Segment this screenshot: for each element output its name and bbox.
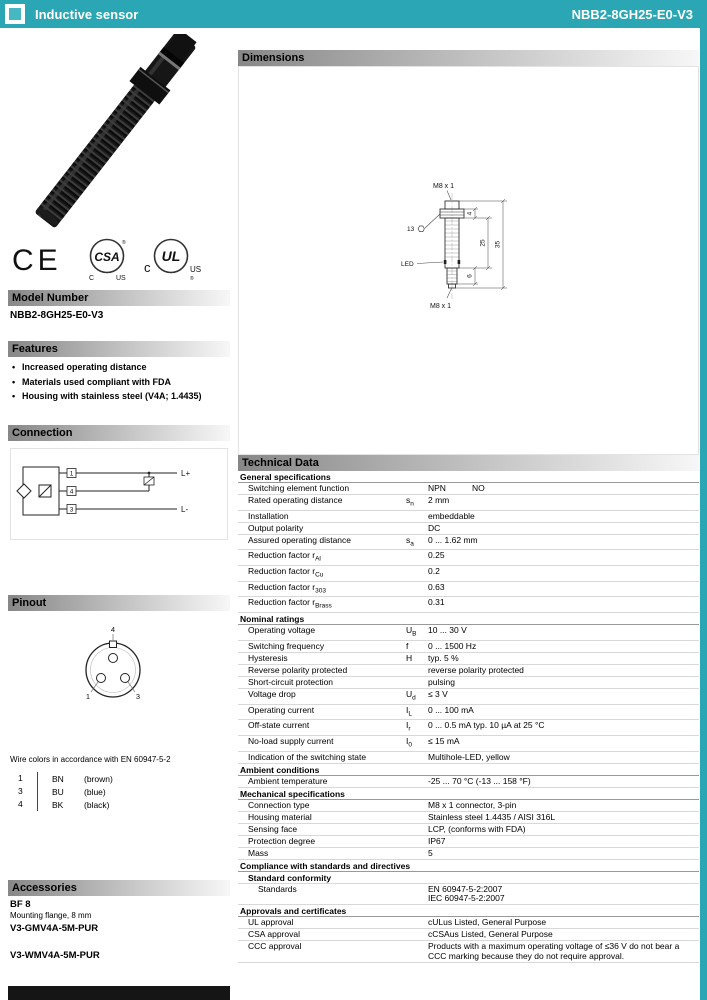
svg-text:®: ® — [122, 240, 126, 246]
accessory-description: Mounting flange, 8 mm — [10, 911, 92, 920]
tech-row-label: Sensing face — [248, 823, 298, 834]
ul-mark — [144, 240, 201, 283]
pinout-diagram — [38, 620, 188, 715]
svg-text:CSA: CSA — [94, 250, 120, 264]
tech-row-symbol: $U_d$ — [406, 688, 416, 702]
tech-row-value: Stainless steel 1.4435 / AISI 316L — [428, 811, 556, 822]
tech-row-symbol — [406, 524, 428, 534]
tech-row-label: Reverse polarity protected — [248, 664, 348, 675]
tech-row — [238, 812, 699, 824]
feature-item: • Housing with stainless steel (V4A; 1.4435) — [12, 391, 226, 402]
tech-row-symbol: $I_0$ — [406, 735, 412, 749]
connection-diagram — [10, 448, 228, 540]
dimension-drawing-svg — [397, 177, 567, 322]
tech-row-label: Short-circuit protection — [248, 676, 334, 687]
ce-mark: CE — [12, 244, 62, 277]
tech-row-label: No-load supply current — [248, 735, 334, 746]
tech-row-label: Standards — [258, 883, 297, 894]
tech-row-label: Off-state current — [248, 720, 310, 731]
tech-row-label: Ambient temperature — [248, 775, 328, 786]
tech-section-header: Compliance with standards and directives — [238, 860, 699, 872]
feature-item: • Materials used compliant with FDA — [12, 377, 226, 388]
tech-row-symbol — [406, 849, 428, 859]
dim-25-label: 25 — [479, 239, 487, 247]
tech-row-value: 0.31 — [428, 597, 445, 608]
pinout-diagram-svg — [38, 620, 188, 715]
tech-row — [238, 917, 699, 929]
tech-row-value: ≤ 15 mA — [428, 735, 460, 746]
tech-row-value: 5 — [428, 847, 433, 858]
dim-35-label: 35 — [494, 240, 502, 249]
tech-row-value: EN 60947-5-2:2007 IEC 60947-5-2:2007 — [428, 883, 505, 904]
tech-row-label: Operating voltage — [248, 625, 316, 636]
tech-row-label: Housing material — [248, 811, 312, 822]
tech-row-label: Reduction factor $r_{Al}$ — [248, 550, 321, 564]
svg-text:C: C — [89, 275, 95, 282]
connection-pin-3: 3 — [69, 506, 74, 514]
dimensions-section-title: Dimensions — [238, 50, 699, 66]
tech-row-value: 10 ... 30 V — [428, 625, 467, 636]
tech-row-value: Multihole-LED, yellow — [428, 751, 510, 762]
tech-row-value: 0 ... 0.5 mA typ. 10 µA at 25 °C — [428, 720, 545, 731]
tech-row-value: 0.63 — [428, 581, 445, 592]
tech-row — [238, 929, 699, 941]
wire-color-row: 4 BK (black) — [12, 798, 217, 811]
tech-section-header: Nominal ratings — [238, 613, 699, 625]
keyway-notch — [110, 641, 117, 648]
dim-4-label: 4 — [466, 211, 474, 216]
header-model-number: NBB2-8GH25-E0-V3 — [571, 6, 693, 22]
tech-row — [238, 653, 699, 665]
tech-row-value: -25 ... 70 °C (-13 ... 158 °F) — [428, 775, 531, 786]
tech-row-label: Indication of the switching state — [248, 751, 367, 762]
l-minus-label: L- — [181, 505, 189, 514]
left-column — [8, 28, 230, 1000]
tech-subsection-header: Standard conformity — [238, 872, 699, 884]
tech-row-value: 2 mm — [428, 495, 450, 505]
tech-row-label: Reduction factor $r_{303}$ — [248, 581, 326, 595]
wire-color-row: 3 BU (blue) — [12, 785, 217, 798]
features-section-title: Features — [8, 341, 230, 357]
tech-row-label: CSA approval — [248, 929, 300, 940]
connection-section-title: Connection — [8, 425, 230, 441]
tech-row — [238, 511, 699, 523]
accessory-name: V3-WMV4A-5M-PUR — [10, 950, 100, 961]
tech-row-symbol: f — [406, 640, 409, 651]
accessory-photo-cropped — [8, 986, 230, 1000]
tech-row-value: 0.2 — [428, 566, 440, 577]
tech-row-symbol — [406, 801, 428, 811]
tech-row — [238, 582, 699, 598]
tech-row — [238, 720, 699, 736]
tech-row-label: Installation — [248, 510, 289, 521]
wire-colors-table — [12, 772, 217, 811]
tech-row-symbol — [406, 551, 428, 564]
tech-row-label: CCC approval — [248, 941, 302, 952]
l-plus-label: L+ — [181, 469, 191, 478]
pinout-section-title: Pinout — [8, 595, 230, 611]
tech-row — [238, 824, 699, 836]
tech-row — [238, 752, 699, 764]
tech-row-label: Voltage drop — [248, 688, 296, 699]
dim-13-label: 13 — [407, 226, 415, 233]
tech-section-header: Approvals and certificates — [238, 905, 699, 917]
tech-row-value: NPN NO — [428, 483, 485, 493]
tech-row — [238, 884, 699, 906]
tech-row-symbol — [406, 512, 428, 522]
tech-row-symbol: $U_B$ — [406, 625, 417, 638]
tech-row-value: LCP, (conforms with FDA) — [428, 823, 526, 834]
technical-data-section-title: Technical Data — [238, 455, 699, 471]
csa-mark — [89, 239, 126, 282]
accent-right-strip — [700, 0, 707, 1000]
tech-row — [238, 689, 699, 705]
tech-row-symbol — [406, 930, 428, 940]
connection-pin-4: 4 — [69, 488, 74, 496]
tech-row-label: Connection type — [248, 799, 310, 810]
tech-row-label: Mass — [248, 847, 269, 858]
tech-row-symbol — [406, 598, 428, 611]
svg-text:US: US — [116, 275, 126, 282]
tech-row — [238, 836, 699, 848]
tech-row — [238, 776, 699, 788]
tech-row-value: 0 ... 100 mA — [428, 704, 474, 715]
tech-row — [238, 566, 699, 582]
tech-row-symbol — [406, 753, 428, 763]
tech-row-symbol: H — [406, 652, 413, 663]
tech-row — [238, 483, 699, 495]
svg-text:®: ® — [190, 276, 194, 282]
tech-row-symbol — [406, 942, 428, 961]
tech-row-value: ≤ 3 V — [428, 688, 448, 699]
tech-section-header: General specifications — [238, 471, 699, 483]
tech-row — [238, 495, 699, 511]
tech-row — [238, 523, 699, 535]
accessories-list — [10, 899, 224, 964]
feature-item: • Increased operating distance — [12, 362, 226, 373]
tech-row — [238, 736, 699, 752]
tech-row-symbol — [406, 678, 428, 688]
tech-row-label: Output polarity — [248, 522, 304, 533]
tech-row — [238, 665, 699, 677]
tech-section-header: Ambient conditions — [238, 764, 699, 776]
tech-row-label: Reduction factor $r_{Brass}$ — [248, 597, 332, 611]
dim-thread-top-label: M8 x 1 — [433, 183, 455, 190]
tech-row-symbol — [406, 666, 428, 676]
tech-row-label: Protection degree — [248, 835, 316, 846]
product-photo-svg — [8, 34, 218, 232]
tech-row-label: Switching element function — [248, 483, 350, 493]
tech-row-symbol: $I_r$ — [406, 720, 411, 733]
tech-row-symbol — [406, 484, 428, 494]
tech-row-value: embeddable — [428, 510, 475, 521]
tech-row — [238, 705, 699, 721]
tech-row — [238, 535, 699, 551]
model-number-section-title: Model Number — [8, 290, 230, 306]
tech-row — [238, 941, 699, 963]
connection-pin-1: 1 — [69, 470, 74, 478]
led-hole-right — [458, 260, 461, 264]
features-list — [12, 362, 226, 406]
tech-row-symbol — [406, 825, 428, 835]
tech-row-symbol — [406, 813, 428, 823]
tech-row-value: 0 ... 1.62 mm — [428, 534, 478, 545]
svg-text:c: c — [144, 260, 151, 275]
wire-color-row: 1 BN (brown) — [12, 772, 217, 785]
tech-row-value: typ. 5 % — [428, 652, 459, 663]
tech-row-symbol — [406, 567, 428, 580]
svg-text:US: US — [190, 265, 202, 274]
brand-logo-icon — [5, 4, 25, 24]
connection-diagram-svg — [13, 451, 227, 537]
tech-row-symbol — [406, 918, 428, 928]
technical-data-table — [238, 471, 699, 963]
accessory-name: V3-GMV4A-5M-PUR — [10, 923, 99, 934]
tech-row-label: UL approval — [248, 917, 294, 928]
dim-thread-bottom-label: M8 x 1 — [430, 303, 452, 310]
tech-row-label: Assured operating distance — [248, 534, 352, 545]
dim-led-label: LED — [401, 261, 414, 268]
product-photo — [8, 34, 218, 232]
tech-row-symbol — [406, 837, 428, 847]
top-header-bar — [0, 0, 707, 28]
tech-row — [238, 677, 699, 689]
pinout-pin-1-label: 1 — [85, 692, 91, 701]
tech-row-symbol — [406, 583, 428, 596]
accessory-item — [10, 923, 224, 934]
pinout-pin-4-label: 4 — [110, 625, 116, 634]
pinout-pin-3-label: 3 — [135, 692, 141, 701]
tech-row-value: M8 x 1 connector, 3-pin — [428, 799, 517, 810]
tech-row-value: cULus Listed, General Purpose — [428, 917, 547, 928]
product-type-title: Inductive sensor — [35, 6, 139, 22]
tech-row-value: 0 ... 1500 Hz — [428, 640, 477, 651]
tech-row-value-2: NO — [471, 483, 485, 493]
tech-row-label: Reduction factor $r_{Cu}$ — [248, 566, 324, 579]
tech-row-label: Operating current — [248, 704, 315, 715]
tech-row-label: Hysteresis — [248, 652, 288, 663]
tech-row-value: pulsing — [428, 676, 455, 687]
svg-text:UL: UL — [161, 248, 181, 264]
tech-row — [238, 800, 699, 812]
led-hole-left — [444, 260, 447, 264]
accessories-section-title: Accessories — [8, 880, 230, 896]
accessory-item — [10, 950, 224, 961]
tech-row — [238, 641, 699, 653]
dim-6-label: 6 — [466, 274, 474, 278]
tech-row-label: Rated operating distance — [248, 495, 343, 505]
tech-row-symbol — [406, 777, 428, 787]
tech-row-value: reverse polarity protected — [428, 664, 524, 675]
tech-row-value: IP67 — [428, 835, 446, 846]
tech-row-symbol: $s_n$ — [406, 495, 414, 508]
tech-row-symbol — [406, 885, 428, 904]
tech-row-value: Products with a maximum operating voltage of ≤36 V do not bear a CCC marking because they do not require approval. — [428, 941, 680, 961]
dimensions-drawing — [238, 66, 699, 455]
tech-row-value: DC — [428, 522, 441, 533]
tech-row-label: Switching frequency — [248, 640, 325, 651]
tech-section-header: Mechanical specifications — [238, 788, 699, 800]
tech-row — [238, 848, 699, 860]
tech-row — [238, 550, 699, 566]
tech-row — [238, 625, 699, 641]
tech-row-value: 0.25 — [428, 550, 445, 561]
certification-marks — [10, 234, 222, 284]
wire-colors-note: Wire colors in accordance with EN 60947-5-2 — [10, 755, 171, 764]
tech-row-symbol: $I_L$ — [406, 704, 412, 718]
tech-row — [238, 597, 699, 613]
right-column — [238, 28, 699, 1000]
accessory-item — [10, 899, 224, 920]
certification-marks-svg — [10, 234, 222, 284]
accessory-name: BF 8 — [10, 899, 31, 910]
model-number-value: NBB2-8GH25-E0-V3 — [10, 310, 104, 321]
tech-row-symbol: $s_a$ — [406, 534, 414, 548]
tech-row-value: cCSAus Listed, General Purpose — [428, 929, 553, 940]
